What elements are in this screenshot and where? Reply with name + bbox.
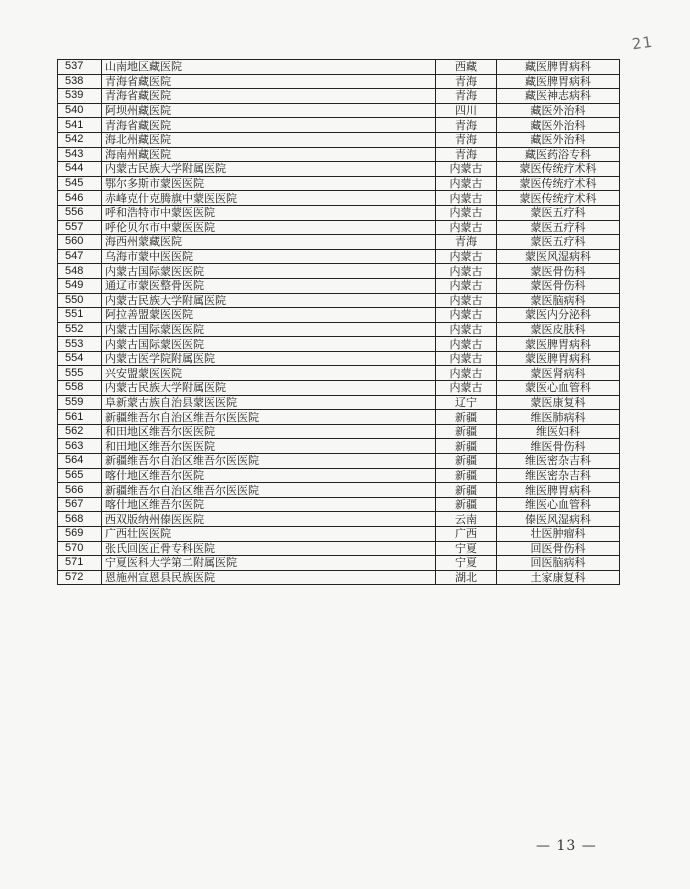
row-number-cell: 540 xyxy=(58,103,102,118)
hospital-name-cell: 乌海市蒙中医医院 xyxy=(102,249,436,264)
province-cell: 内蒙古 xyxy=(436,337,497,352)
province-cell: 西藏 xyxy=(436,60,497,75)
table-row xyxy=(58,410,620,425)
hospital-name-cell: 海北州藏医院 xyxy=(102,132,436,147)
province-cell: 内蒙古 xyxy=(436,176,497,191)
province-cell: 内蒙古 xyxy=(436,308,497,323)
department-cell: 藏医脾胃病科 xyxy=(497,60,620,75)
row-number-cell: 562 xyxy=(58,424,102,439)
department-cell: 傣医风湿病科 xyxy=(497,512,620,527)
hospital-name-cell: 内蒙古民族大学附属医院 xyxy=(102,162,436,177)
hospital-name-cell: 恩施州宣恩县民族医院 xyxy=(102,570,436,585)
province-cell: 内蒙古 xyxy=(436,191,497,206)
row-number-cell: 566 xyxy=(58,483,102,498)
row-number-cell: 571 xyxy=(58,556,102,571)
department-cell: 蒙医传统疗术科 xyxy=(497,191,620,206)
province-cell: 内蒙古 xyxy=(436,205,497,220)
department-cell: 蒙医脾胃病科 xyxy=(497,337,620,352)
province-cell: 宁夏 xyxy=(436,556,497,571)
row-number-cell: 559 xyxy=(58,395,102,410)
table-row xyxy=(58,249,620,264)
table-row xyxy=(58,162,620,177)
province-cell: 青海 xyxy=(436,235,497,250)
row-number-cell: 553 xyxy=(58,337,102,352)
row-number-cell: 567 xyxy=(58,497,102,512)
table-row xyxy=(58,205,620,220)
table-row xyxy=(58,381,620,396)
table-row xyxy=(58,220,620,235)
table-row xyxy=(58,322,620,337)
table-row xyxy=(58,454,620,469)
province-cell: 内蒙古 xyxy=(436,220,497,235)
department-cell: 回医脑病科 xyxy=(497,556,620,571)
department-cell: 维医妇科 xyxy=(497,424,620,439)
department-cell: 壮医肿瘤科 xyxy=(497,527,620,542)
department-cell: 蒙医风湿病科 xyxy=(497,249,620,264)
row-number-cell: 554 xyxy=(58,351,102,366)
hospital-name-cell: 内蒙古国际蒙医医院 xyxy=(102,337,436,352)
department-cell: 藏医神志病科 xyxy=(497,89,620,104)
province-cell: 内蒙古 xyxy=(436,278,497,293)
table-row xyxy=(58,74,620,89)
hospital-name-cell: 内蒙古民族大学附属医院 xyxy=(102,293,436,308)
province-cell: 青海 xyxy=(436,132,497,147)
department-cell: 蒙医五疗科 xyxy=(497,205,620,220)
table-row xyxy=(58,337,620,352)
row-number-cell: 564 xyxy=(58,454,102,469)
row-number-cell: 544 xyxy=(58,162,102,177)
hospital-name-cell: 海南州藏医院 xyxy=(102,147,436,162)
table-row xyxy=(58,278,620,293)
department-cell: 蒙医传统疗术科 xyxy=(497,176,620,191)
province-cell: 青海 xyxy=(436,74,497,89)
hospital-name-cell: 鄂尔多斯市蒙医医院 xyxy=(102,176,436,191)
department-cell: 蒙医脑病科 xyxy=(497,293,620,308)
department-cell: 蒙医皮肤科 xyxy=(497,322,620,337)
row-number-cell: 545 xyxy=(58,176,102,191)
hospital-name-cell: 内蒙古国际蒙医医院 xyxy=(102,322,436,337)
department-cell: 蒙医内分泌科 xyxy=(497,308,620,323)
row-number-cell: 563 xyxy=(58,439,102,454)
province-cell: 宁夏 xyxy=(436,541,497,556)
province-cell: 青海 xyxy=(436,147,497,162)
page-number: — 13 — xyxy=(536,838,597,854)
table-row xyxy=(58,351,620,366)
province-cell: 内蒙古 xyxy=(436,322,497,337)
hospital-name-cell: 和田地区维吾尔医医院 xyxy=(102,439,436,454)
province-cell: 新疆 xyxy=(436,439,497,454)
department-cell: 蒙医康复科 xyxy=(497,395,620,410)
department-cell: 藏医外治科 xyxy=(497,132,620,147)
row-number-cell: 550 xyxy=(58,293,102,308)
table-row xyxy=(58,103,620,118)
hospital-name-cell: 新疆维吾尔自治区维吾尔医医院 xyxy=(102,454,436,469)
department-cell: 蒙医心血管科 xyxy=(497,381,620,396)
row-number-cell: 565 xyxy=(58,468,102,483)
department-cell: 维医肺病科 xyxy=(497,410,620,425)
row-number-cell: 560 xyxy=(58,235,102,250)
province-cell: 新疆 xyxy=(436,454,497,469)
row-number-cell: 558 xyxy=(58,381,102,396)
table-row xyxy=(58,512,620,527)
row-number-cell: 561 xyxy=(58,410,102,425)
department-cell: 藏医脾胃病科 xyxy=(497,74,620,89)
hospital-name-cell: 新疆维吾尔自治区维吾尔医医院 xyxy=(102,410,436,425)
province-cell: 广西 xyxy=(436,527,497,542)
row-number-cell: 537 xyxy=(58,60,102,75)
hospital-name-cell: 山南地区藏医院 xyxy=(102,60,436,75)
row-number-cell: 549 xyxy=(58,278,102,293)
hospital-name-cell: 青海省藏医院 xyxy=(102,74,436,89)
hospital-name-cell: 和田地区维吾尔医医院 xyxy=(102,424,436,439)
table-row xyxy=(58,527,620,542)
hospital-name-cell: 呼伦贝尔市中蒙医医院 xyxy=(102,220,436,235)
table-row xyxy=(58,541,620,556)
department-cell: 蒙医骨伤科 xyxy=(497,264,620,279)
table-row xyxy=(58,264,620,279)
province-cell: 新疆 xyxy=(436,468,497,483)
row-number-cell: 572 xyxy=(58,570,102,585)
table-row xyxy=(58,468,620,483)
table-row xyxy=(58,60,620,75)
hospital-name-cell: 阿坝州藏医院 xyxy=(102,103,436,118)
table-row xyxy=(58,176,620,191)
department-cell: 维医密杂吉科 xyxy=(497,468,620,483)
department-cell: 蒙医五疗科 xyxy=(497,220,620,235)
department-cell: 蒙医肾病科 xyxy=(497,366,620,381)
hospital-name-cell: 赤峰克什克腾旗中蒙医医院 xyxy=(102,191,436,206)
hospital-name-cell: 张氏回医正骨专科医院 xyxy=(102,541,436,556)
province-cell: 辽宁 xyxy=(436,395,497,410)
province-cell: 湖北 xyxy=(436,570,497,585)
row-number-cell: 557 xyxy=(58,220,102,235)
table-row xyxy=(58,118,620,133)
department-cell: 蒙医五疗科 xyxy=(497,235,620,250)
province-cell: 青海 xyxy=(436,89,497,104)
province-cell: 内蒙古 xyxy=(436,381,497,396)
hospital-name-cell: 西双版纳州傣医医院 xyxy=(102,512,436,527)
hospital-name-cell: 阜新蒙古族自治县蒙医医院 xyxy=(102,395,436,410)
province-cell: 内蒙古 xyxy=(436,249,497,264)
department-cell: 维医心血管科 xyxy=(497,497,620,512)
department-cell: 蒙医骨伤科 xyxy=(497,278,620,293)
hospital-name-cell: 喀什地区维吾尔医院 xyxy=(102,468,436,483)
row-number-cell: 543 xyxy=(58,147,102,162)
hospital-name-cell: 宁夏医科大学第二附属医院 xyxy=(102,556,436,571)
hospital-name-cell: 通辽市蒙医整骨医院 xyxy=(102,278,436,293)
province-cell: 内蒙古 xyxy=(436,293,497,308)
province-cell: 新疆 xyxy=(436,410,497,425)
province-cell: 新疆 xyxy=(436,483,497,498)
table-row xyxy=(58,366,620,381)
row-number-cell: 570 xyxy=(58,541,102,556)
row-number-cell: 568 xyxy=(58,512,102,527)
table-row xyxy=(58,424,620,439)
hospital-name-cell: 呼和浩特市中蒙医医院 xyxy=(102,205,436,220)
row-number-cell: 538 xyxy=(58,74,102,89)
table-row xyxy=(58,439,620,454)
hospital-name-cell: 海西州蒙藏医院 xyxy=(102,235,436,250)
table-row xyxy=(58,483,620,498)
table-row xyxy=(58,497,620,512)
table-row xyxy=(58,132,620,147)
department-cell: 藏医药浴专科 xyxy=(497,147,620,162)
province-cell: 云南 xyxy=(436,512,497,527)
province-cell: 四川 xyxy=(436,103,497,118)
department-cell: 藏医外治科 xyxy=(497,118,620,133)
province-cell: 青海 xyxy=(436,118,497,133)
province-cell: 新疆 xyxy=(436,424,497,439)
province-cell: 新疆 xyxy=(436,497,497,512)
row-number-cell: 546 xyxy=(58,191,102,206)
hospital-name-cell: 青海省藏医院 xyxy=(102,89,436,104)
hospital-name-cell: 内蒙古民族大学附属医院 xyxy=(102,381,436,396)
hospital-table xyxy=(57,59,620,585)
table-row xyxy=(58,570,620,585)
hospital-name-cell: 新疆维吾尔自治区维吾尔医医院 xyxy=(102,483,436,498)
row-number-cell: 551 xyxy=(58,308,102,323)
department-cell: 维医骨伤科 xyxy=(497,439,620,454)
hospital-name-cell: 广西壮医医院 xyxy=(102,527,436,542)
table-row xyxy=(58,395,620,410)
table-row xyxy=(58,308,620,323)
table-row xyxy=(58,235,620,250)
row-number-cell: 556 xyxy=(58,205,102,220)
province-cell: 内蒙古 xyxy=(436,351,497,366)
hospital-name-cell: 兴安盟蒙医医院 xyxy=(102,366,436,381)
department-cell: 土家康复科 xyxy=(497,570,620,585)
department-cell: 蒙医脾胃病科 xyxy=(497,351,620,366)
table-body xyxy=(58,60,620,585)
table-row xyxy=(58,556,620,571)
table-row xyxy=(58,293,620,308)
department-cell: 蒙医传统疗术科 xyxy=(497,162,620,177)
row-number-cell: 555 xyxy=(58,366,102,381)
department-cell: 维医密杂吉科 xyxy=(497,454,620,469)
table-row xyxy=(58,147,620,162)
hospital-name-cell: 阿拉善盟蒙医医院 xyxy=(102,308,436,323)
row-number-cell: 569 xyxy=(58,527,102,542)
row-number-cell: 547 xyxy=(58,249,102,264)
province-cell: 内蒙古 xyxy=(436,264,497,279)
table-row xyxy=(58,89,620,104)
row-number-cell: 548 xyxy=(58,264,102,279)
hospital-name-cell: 青海省藏医院 xyxy=(102,118,436,133)
province-cell: 内蒙古 xyxy=(436,162,497,177)
row-number-cell: 539 xyxy=(58,89,102,104)
hospital-name-cell: 喀什地区维吾尔医院 xyxy=(102,497,436,512)
row-number-cell: 552 xyxy=(58,322,102,337)
row-number-cell: 541 xyxy=(58,118,102,133)
row-number-cell: 542 xyxy=(58,132,102,147)
hospital-name-cell: 内蒙古医学院附属医院 xyxy=(102,351,436,366)
table-row xyxy=(58,191,620,206)
department-cell: 维医脾胃病科 xyxy=(497,483,620,498)
handwritten-annotation: 21 xyxy=(630,32,655,54)
hospital-name-cell: 内蒙古国际蒙医医院 xyxy=(102,264,436,279)
department-cell: 回医骨伤科 xyxy=(497,541,620,556)
province-cell: 内蒙古 xyxy=(436,366,497,381)
department-cell: 藏医外治科 xyxy=(497,103,620,118)
